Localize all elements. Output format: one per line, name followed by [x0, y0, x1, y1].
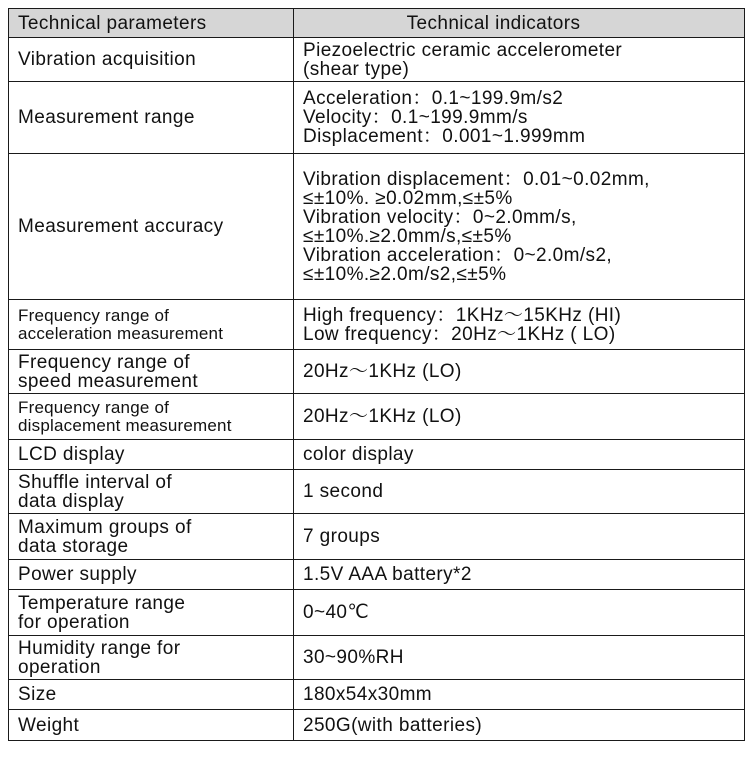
- value-cell: [294, 82, 745, 154]
- value-cell: [294, 514, 745, 560]
- value-line: 180x54x30mm: [303, 684, 433, 705]
- value-cell: [294, 710, 745, 741]
- param-line: Frequency range of: [18, 351, 190, 373]
- param-cell: [9, 560, 294, 590]
- table-row: [9, 38, 745, 82]
- param-line: Size: [18, 684, 57, 705]
- value-line: Low frequency：20Hz～1KHz ( LO): [303, 323, 616, 345]
- param-cell: [9, 300, 294, 350]
- table-row: [9, 154, 745, 300]
- table-row: [9, 300, 745, 350]
- param-cell: [9, 470, 294, 514]
- param-cell: [9, 440, 294, 470]
- param-cell: [9, 710, 294, 741]
- value-line: Vibration acceleration：0~2.0m/s2,: [303, 244, 613, 266]
- value-line: Displacement：0.001~1.999mm: [303, 126, 586, 147]
- param-line: Power supply: [18, 564, 137, 585]
- param-line: Maximum groups of: [18, 516, 192, 538]
- param-line: Frequency range of: [18, 305, 170, 325]
- param-cell: [9, 350, 294, 394]
- param-line: acceleration measurement: [18, 323, 224, 343]
- value-line: 0~40℃: [303, 602, 370, 623]
- value-cell: [294, 300, 745, 350]
- param-line: Frequency range of: [18, 397, 170, 417]
- value-line: Vibration displacement：0.01~0.02mm,: [303, 168, 650, 190]
- param-cell: [9, 82, 294, 154]
- table-row: [9, 514, 745, 560]
- value-line: Acceleration：0.1~199.9m/s2: [303, 88, 564, 109]
- param-line: Weight: [18, 714, 80, 736]
- value-line: 20Hz～1KHz (LO): [303, 406, 462, 427]
- value-line: color display: [303, 444, 414, 465]
- table-row: [9, 470, 745, 514]
- param-cell: [9, 514, 294, 560]
- param-cell: [9, 680, 294, 710]
- table-row: [9, 82, 745, 154]
- spec-sheet: [8, 8, 744, 741]
- header-indicators: Technical indicators: [294, 9, 745, 38]
- table-row: [9, 440, 745, 470]
- table-row: [9, 394, 745, 440]
- param-cell: [9, 590, 294, 636]
- spec-table: [8, 8, 745, 741]
- value-line: 20Hz～1KHz (LO): [303, 361, 462, 382]
- param-line: Humidity range for: [18, 637, 181, 659]
- param-line: Measurement range: [18, 107, 195, 128]
- param-cell: [9, 38, 294, 82]
- value-line: 1 second: [303, 481, 384, 502]
- param-line: Shuffle interval of: [18, 471, 173, 493]
- value-line: 250G(with batteries): [303, 714, 483, 736]
- table-row: [9, 710, 745, 741]
- value-line: ≤±10%.≥2.0mm/s,≤±5%: [303, 225, 512, 247]
- value-cell: [294, 470, 745, 514]
- value-cell: [294, 154, 745, 300]
- value-line: 1.5V AAA battery*2: [303, 564, 472, 585]
- value-line: Vibration velocity：0~2.0mm/s,: [303, 206, 577, 228]
- value-line: (shear type): [303, 58, 410, 80]
- value-line: ≤±10%.≥2.0m/s2,≤±5%: [303, 263, 507, 285]
- value-cell: [294, 680, 745, 710]
- value-cell: [294, 440, 745, 470]
- param-line: speed measurement: [18, 370, 199, 392]
- param-line: Vibration acquisition: [18, 49, 197, 70]
- table-row: [9, 350, 745, 394]
- value-line: ≤±10%. ≥0.02mm,≤±5%: [303, 187, 513, 209]
- param-line: Temperature range: [18, 592, 186, 614]
- value-line: 7 groups: [303, 526, 381, 547]
- value-line: Piezoelectric ceramic accelerometer: [303, 39, 623, 61]
- value-cell: [294, 560, 745, 590]
- param-line: Measurement accuracy: [18, 216, 224, 237]
- value-cell: [294, 350, 745, 394]
- value-line: 30~90%RH: [303, 647, 404, 668]
- value-line: Velocity：0.1~199.9mm/s: [303, 107, 528, 128]
- table-row: [9, 636, 745, 680]
- table-row: [9, 590, 745, 636]
- param-cell: [9, 636, 294, 680]
- table-row: [9, 560, 745, 590]
- param-cell: [9, 154, 294, 300]
- header-parameters: Technical parameters: [9, 9, 294, 38]
- param-cell: [9, 394, 294, 440]
- value-cell: [294, 590, 745, 636]
- value-cell: [294, 636, 745, 680]
- param-line: for operation: [18, 611, 130, 633]
- value-line: High frequency：1KHz～15KHz (HI): [303, 304, 622, 326]
- param-line: data storage: [18, 535, 129, 557]
- table-row: [9, 680, 745, 710]
- param-line: data display: [18, 490, 125, 512]
- param-line: displacement measurement: [18, 415, 232, 435]
- header-row: [9, 9, 745, 38]
- value-cell: [294, 38, 745, 82]
- param-line: LCD display: [18, 444, 125, 465]
- value-cell: [294, 394, 745, 440]
- param-line: operation: [18, 656, 101, 678]
